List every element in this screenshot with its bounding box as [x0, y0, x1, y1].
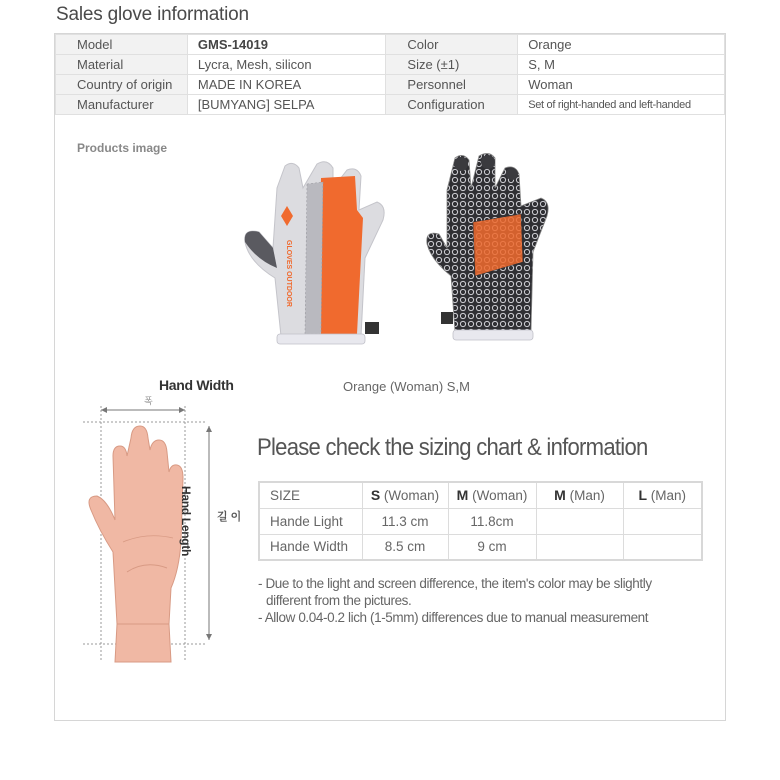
size-header-m-man: M (Man): [536, 482, 623, 508]
table-row: [56, 95, 725, 115]
table-row: [56, 35, 725, 55]
spec-label: Model: [56, 35, 188, 55]
hand-length-korean-label: 길 이: [217, 511, 242, 523]
spec-table: [55, 34, 725, 115]
spec-value: MADE IN KOREA: [187, 75, 386, 95]
spec-label: Manufacturer: [56, 95, 188, 115]
sizing-table: [258, 481, 703, 561]
size-cell: 8.5 cm: [362, 534, 448, 560]
spec-value: S, M: [518, 55, 725, 75]
size-cell: [536, 534, 623, 560]
spec-label: Size (±1): [386, 55, 518, 75]
size-header: SIZE: [259, 482, 362, 508]
sizing-chart-title: Please check the sizing chart & information: [257, 434, 648, 461]
product-caption: Orange (Woman) S,M: [343, 379, 470, 394]
size-row-label: Hande Light: [259, 508, 362, 534]
spec-value: GMS-14019: [187, 35, 386, 55]
spec-label: Configuration: [386, 95, 518, 115]
table-row: [259, 508, 702, 534]
table-row: [259, 534, 702, 560]
product-info-panel: [54, 33, 726, 721]
size-cell: 9 cm: [448, 534, 536, 560]
size-header-m-woman: M (Woman): [448, 482, 536, 508]
products-image-label: Products image: [77, 141, 168, 155]
size-cell: [623, 534, 702, 560]
size-row-label: Hande Width: [259, 534, 362, 560]
size-header-l-man: L (Man): [623, 482, 702, 508]
table-row: [56, 55, 725, 75]
hand-width-label: Hand Width: [159, 377, 234, 393]
table-row: [56, 75, 725, 95]
table-header-row: [259, 482, 702, 508]
size-cell: [623, 508, 702, 534]
hand-width-korean-label: 폭: [144, 396, 153, 406]
spec-label: Color: [386, 35, 518, 55]
spec-label: Material: [56, 55, 188, 75]
glove-logo-text: GLOVES OUTDOOR: [285, 240, 292, 307]
spec-value: [BUMYANG] SELPA: [187, 95, 386, 115]
sizing-notes: [258, 575, 652, 626]
glove-back-image: [237, 158, 397, 354]
size-header-s-woman: S (Woman): [362, 482, 448, 508]
spec-value: Woman: [518, 75, 725, 95]
note-line: - Allow 0.04-0.2 lich (1-5mm) differences due to manual measurement: [258, 610, 649, 625]
note-line: - Due to the light and screen difference, the item's color may be slightly: [258, 576, 652, 591]
size-cell: 11.3 cm: [362, 508, 448, 534]
size-cell: 11.8cm: [448, 508, 536, 534]
spec-value: Lycra, Mesh, silicon: [187, 55, 386, 75]
spec-value: Orange: [518, 35, 725, 55]
spec-label: Country of origin: [56, 75, 188, 95]
hand-measurement-diagram: [77, 392, 227, 670]
spec-value: Set of right-handed and left-handed: [518, 95, 725, 115]
size-cell: [536, 508, 623, 534]
page-title: Sales glove information: [56, 4, 249, 25]
hand-length-label: Hand Length: [179, 486, 193, 557]
spec-label: Personnel: [386, 75, 518, 95]
note-line: different from the pictures.: [266, 593, 412, 608]
glove-palm-image: [411, 152, 571, 352]
